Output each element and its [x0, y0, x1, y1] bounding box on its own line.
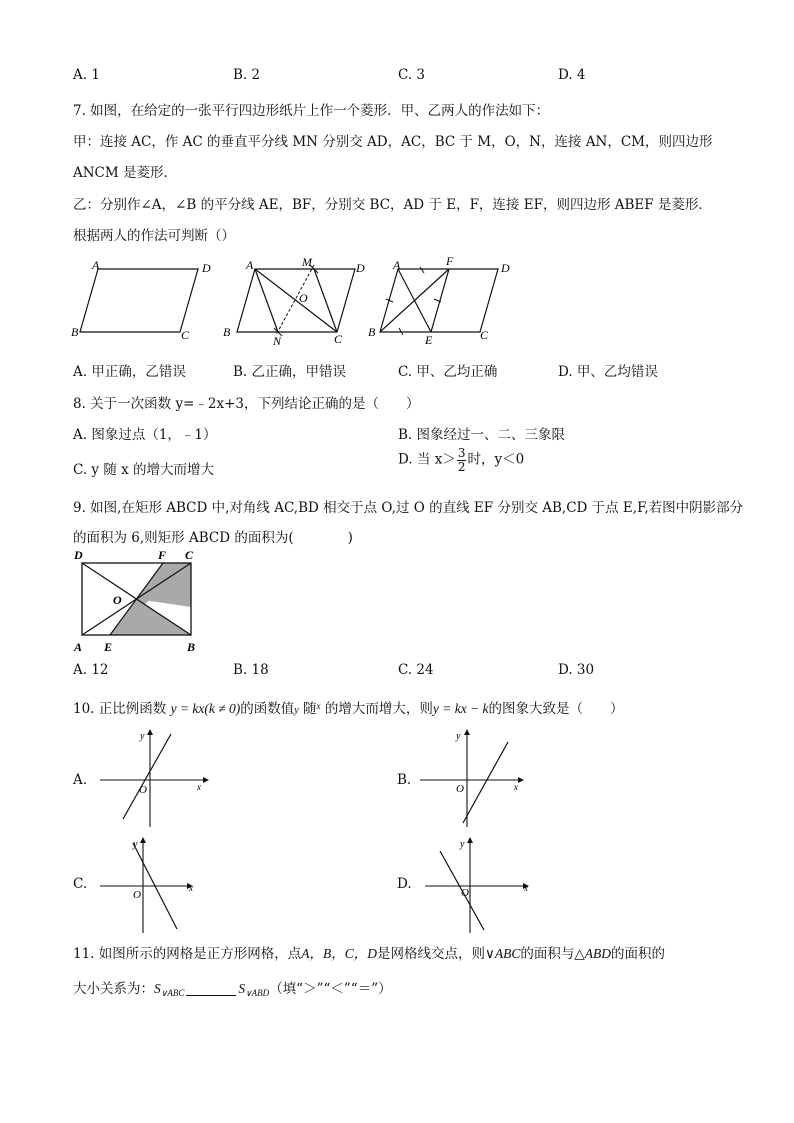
fig2-label-o: O: [299, 291, 308, 305]
q10c-y-label: y: [133, 839, 138, 850]
q10-graph-c: [95, 833, 205, 938]
q8-frac-num: 3: [457, 446, 466, 460]
q9-label-o: O: [113, 593, 122, 607]
q7-yi: 乙：分别作∠A，∠B 的平分线 AE，BF，分别交 BC，AD 于 E，F，连接 EF，则四边形 ABEF 是菱形．: [73, 197, 712, 213]
fig1-label-b: B: [71, 325, 79, 339]
q9-option-b: B. 18: [233, 662, 269, 678]
fig3-label-f: F: [446, 255, 454, 268]
q11-s2: S: [238, 981, 246, 996]
q10-formula-1: y = kx(k ≠ 0): [170, 701, 241, 716]
q11-points: A，B，C，D: [301, 946, 378, 961]
q10b-x-label: x: [514, 782, 518, 792]
q10a-y-label: y: [140, 731, 145, 742]
fig3-label-c: C: [480, 328, 489, 342]
fig2-label-b: B: [223, 325, 231, 339]
fig3-label-e: E: [425, 333, 433, 345]
q10-graph-b: [415, 727, 535, 832]
q11-stem2-post: （填“＞”“＜”“＝”）: [269, 981, 392, 997]
q9-label-a: A: [74, 640, 83, 654]
q10b-y-label: y: [456, 731, 461, 742]
fig3-label-d: D: [501, 261, 510, 275]
q9-label-b: B: [187, 640, 196, 654]
q8-frac-den: 2: [457, 459, 466, 474]
q10-var-x: x: [316, 701, 321, 711]
q11-stem2-pre: 大小关系为：: [73, 981, 154, 997]
fig3-label-b: B: [368, 325, 376, 339]
q6-option-a: A. 1: [73, 67, 100, 83]
q10a-origin-label: O: [139, 784, 147, 796]
q10d-y-label: y: [460, 839, 465, 850]
q11-answer-blank[interactable]: [186, 995, 236, 996]
q10d-x-label: x: [524, 883, 528, 893]
q11-stem-line2: [73, 977, 392, 999]
fig1-label-a: A: [92, 258, 100, 272]
q11-stem1-pre: 11. 如图所示的网格是正方形网格，点: [73, 946, 302, 962]
q9-stem-line2: 的面积为 6,则矩形 ABCD 的面积为( ): [73, 530, 353, 546]
q7-option-d: D. 甲、乙均错误: [558, 364, 658, 380]
q10a-x-label: x: [197, 782, 201, 792]
q7-option-a: A. 甲正确，乙错误: [73, 364, 186, 380]
q11-stem1-post: 的面积的: [611, 946, 666, 962]
q7-judge: 根据两人的作法可判断（）: [73, 228, 235, 244]
q8-d-post: 时，y＜0: [467, 451, 525, 468]
q10-label-d: D.: [397, 876, 412, 892]
q7-jia-line2: ANCM 是菱形．: [73, 165, 178, 181]
q10-stem-mid3: 的增大而增大，则: [324, 701, 433, 717]
fig2-label-a: A: [246, 258, 254, 272]
q9-label-f: F: [158, 548, 167, 562]
q9-option-a: A. 12: [73, 662, 109, 678]
q11-abc: ABC: [494, 946, 521, 961]
fig2-label-d: D: [356, 261, 365, 275]
q11-stem1-mid: 是网格线交点，则∨: [377, 946, 495, 962]
fig3-label-a: A: [393, 258, 401, 272]
fig2-label-c: C: [334, 332, 343, 345]
q10b-origin-label: O: [456, 783, 464, 795]
q11-stem-line1: [73, 942, 665, 962]
fig2-label-n: N: [273, 334, 282, 345]
fig2-label-m: M: [302, 255, 312, 269]
q6-option-d: D. 4: [558, 67, 586, 83]
q9-rectangle-figure: [70, 545, 210, 657]
q9-option-d: D. 30: [558, 662, 595, 678]
q11-stem1-mid2: 的面积与△: [520, 946, 585, 962]
q10d-origin-label: O: [461, 887, 469, 899]
q8-option-d: [398, 447, 524, 473]
q9-label-c: C: [185, 548, 194, 562]
q9-label-d: D: [74, 548, 83, 562]
q10-graph-a: [95, 727, 215, 832]
q8-option-c: C. y 随 x 的增大而增大: [73, 462, 215, 478]
q8-stem: 8. 关于一次函数 y=﹣2x+3，下列结论正确的是（ ）: [73, 396, 420, 412]
q10c-x-label: x: [189, 883, 193, 893]
q10-var-y: y: [294, 705, 299, 716]
q8-fraction: [457, 447, 467, 473]
q8-option-a: A. 图象过点（1，﹣1）: [73, 427, 217, 443]
q7-option-c: C. 甲、乙均正确: [398, 364, 498, 380]
q10-stem-mid: 的函数值: [240, 701, 295, 717]
q9-label-e: E: [104, 640, 113, 654]
q10-stem-mid2: 随: [303, 701, 317, 717]
q8-option-b: B. 图象经过一、二、三象限: [398, 427, 566, 443]
q10-graph-d: [420, 833, 540, 938]
q10-formula-2: y = kx − k: [432, 701, 489, 716]
q10-stem: [73, 697, 624, 717]
q7-option-b: B. 乙正确，甲错误: [233, 364, 347, 380]
q7-figures: [68, 255, 528, 345]
q9-option-c: C. 24: [398, 662, 434, 678]
q8-d-pre: D. 当 x＞: [398, 451, 456, 468]
q10-stem-post: 的图象大致是（ ）: [488, 701, 624, 717]
q10-stem-pre: 10. 正比例函数: [73, 701, 167, 717]
q7-jia-line1: 甲：连接 AC，作 AC 的垂直平分线 MN 分别交 AD，AC，BC 于 M，O，N，连接 AN，CM，则四边形: [73, 134, 713, 150]
q10c-origin-label: O: [133, 889, 141, 901]
fig1-label-d: D: [202, 261, 211, 275]
q11-s2-sub: ∨ABD: [245, 988, 270, 998]
fig1-label-c: C: [181, 328, 190, 342]
q11-s1: S: [154, 981, 161, 996]
q11-s1-sub: ∨ABC: [160, 988, 185, 998]
q10-label-a: A.: [73, 772, 88, 788]
q11-abd: ABD: [584, 946, 612, 961]
q10-label-b: B.: [397, 772, 412, 788]
q7-stem: 7. 如图，在给定的一张平行四边形纸片上作一个菱形．甲、乙两人的作法如下：: [73, 103, 550, 119]
q10-label-c: C.: [73, 876, 88, 892]
q9-stem-line1: 9. 如图,在矩形 ABCD 中,对角线 AC,BD 相交于点 O,过 O 的直线 EF 分别交 AB,CD 于点 E,F,若图中阴影部分: [73, 500, 744, 516]
q6-option-b: B. 2: [233, 67, 261, 83]
q6-option-c: C. 3: [398, 67, 426, 83]
